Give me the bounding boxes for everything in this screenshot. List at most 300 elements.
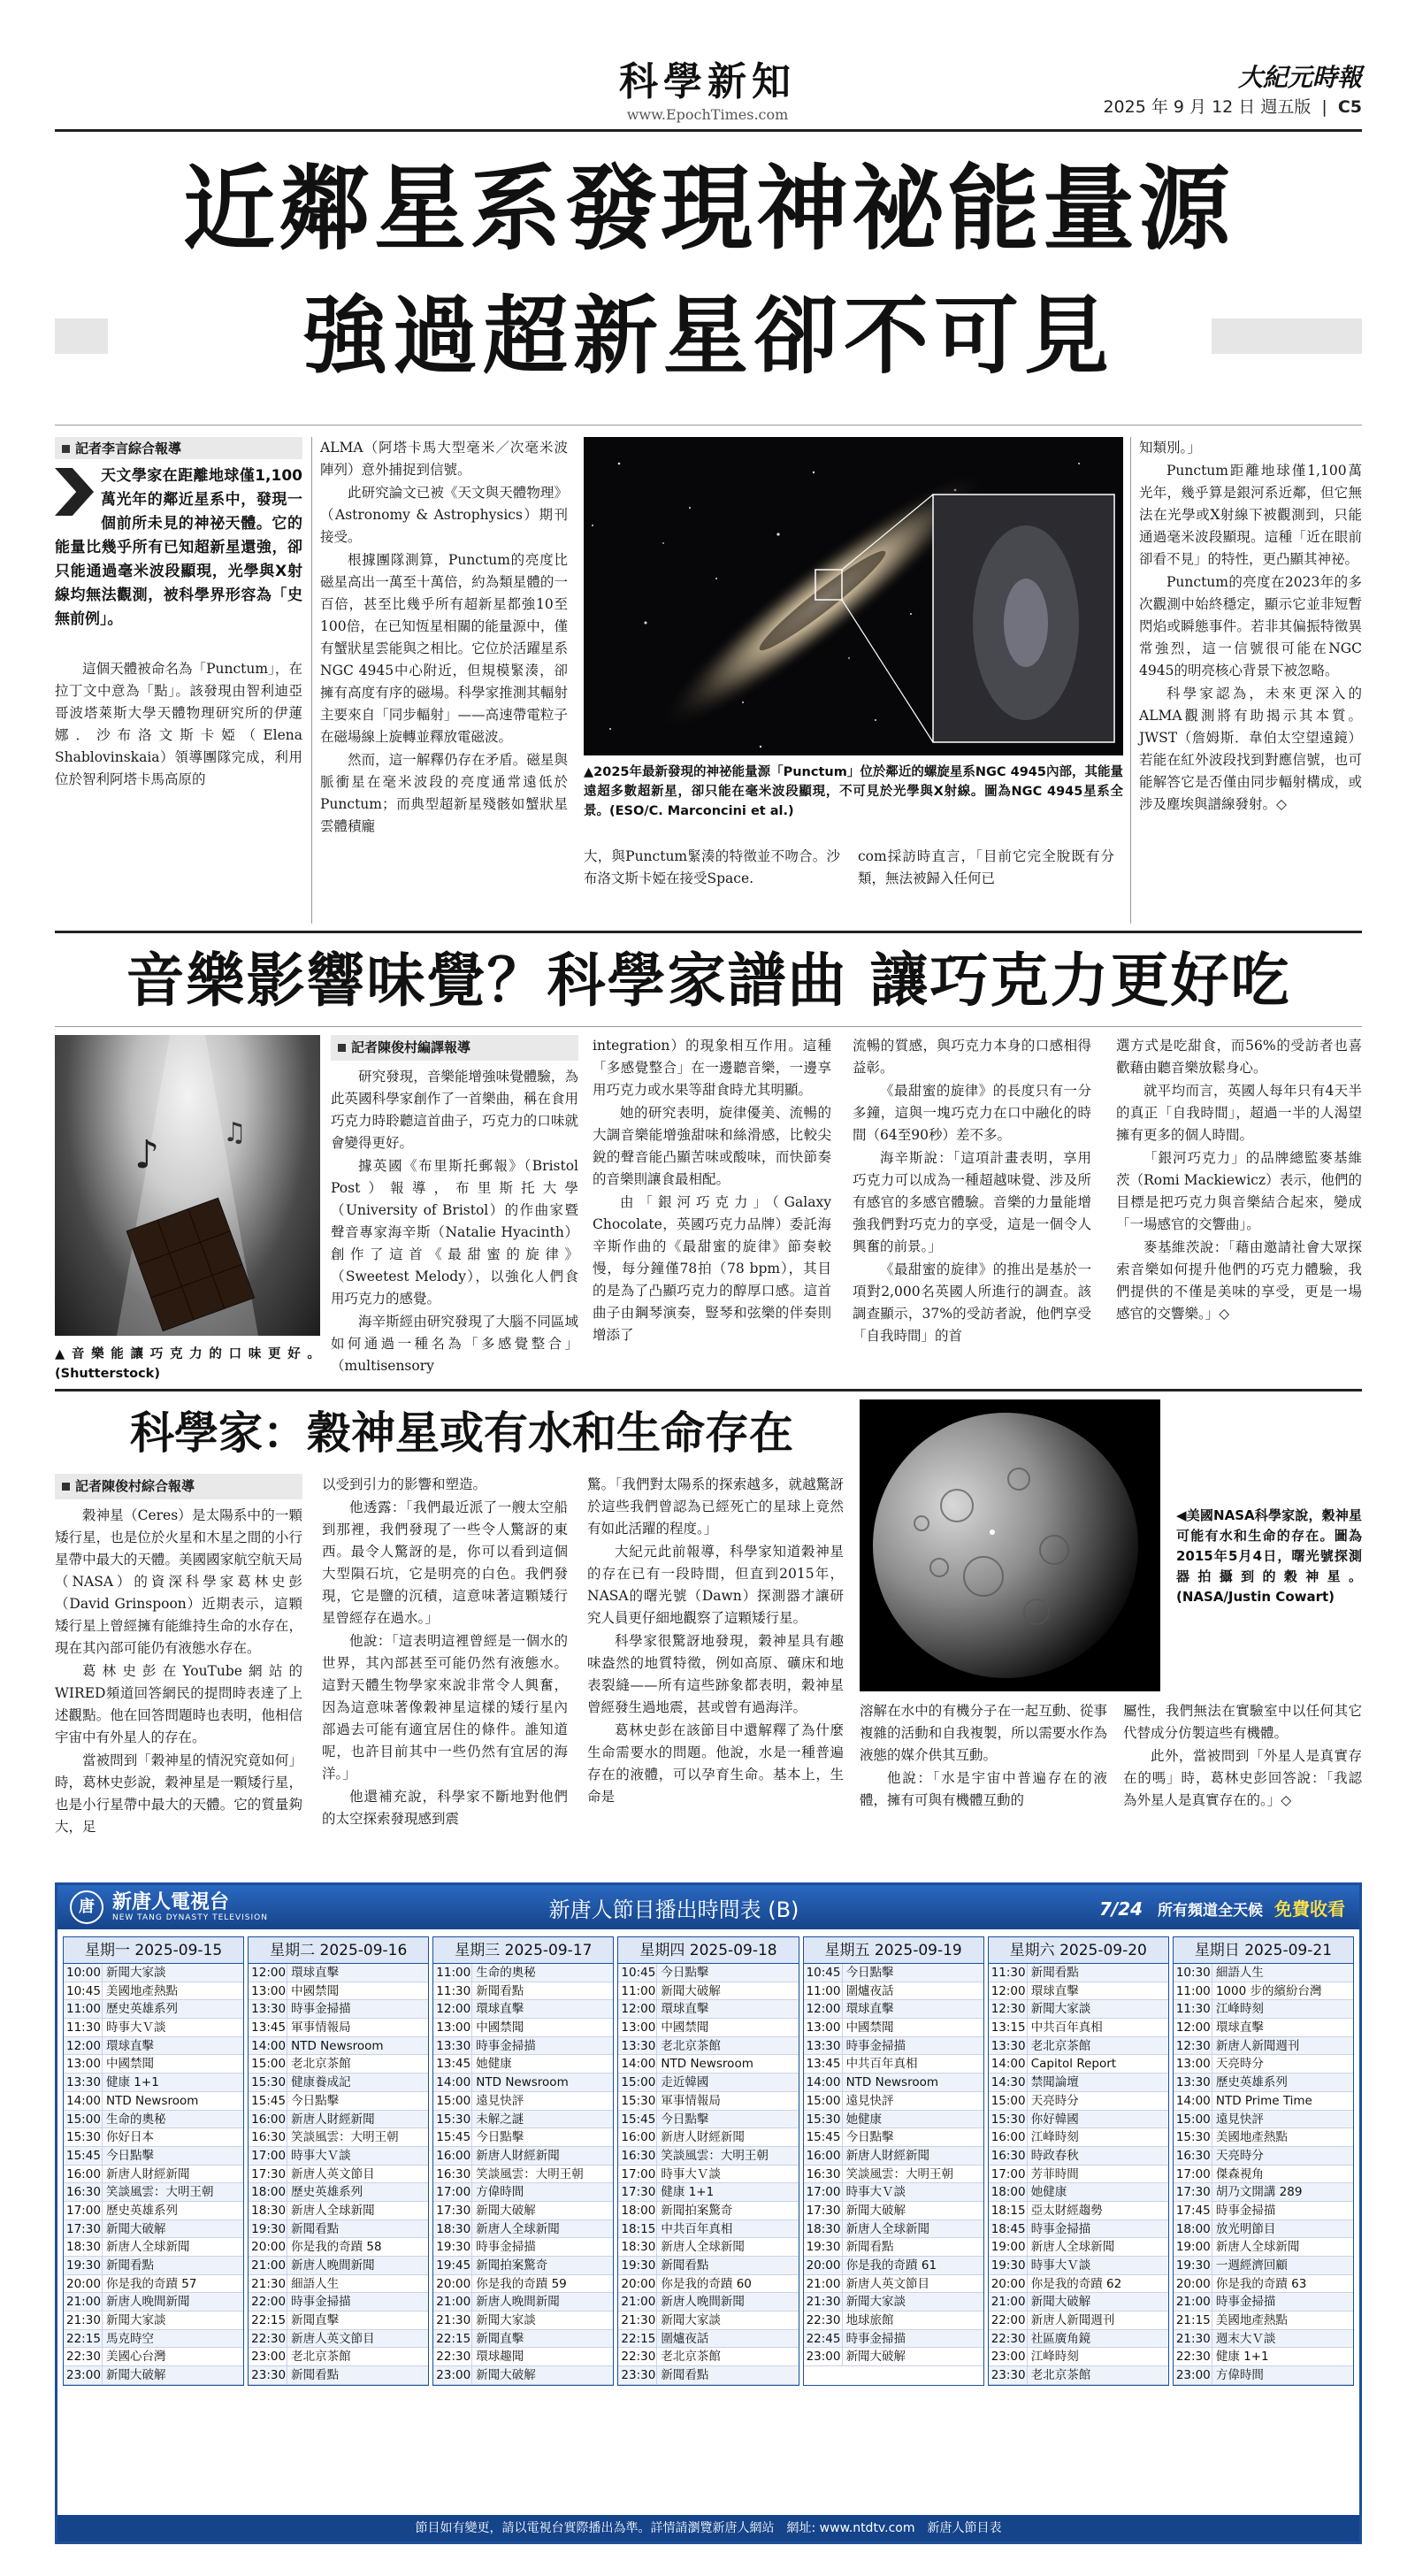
schedule-row [433,2238,613,2257]
program-time: 23:00 [249,2348,287,2365]
schedule-row [249,2348,428,2366]
music-note-icon: ♪ [134,1132,160,1177]
section-rule [55,931,1362,933]
schedule-row [804,1964,983,1982]
schedule-row [989,2366,1168,2385]
program-name: 新聞看點 [291,2368,340,2383]
program-time: 16:30 [804,2166,843,2183]
program-time: 23:00 [989,2348,1028,2365]
program-time: 14:00 [1174,2092,1212,2110]
galaxy-photo [584,437,1123,755]
program-name: 傑森視角 [1215,2166,1264,2181]
schedule-row [804,2275,983,2294]
program-name: 新唐人全球新聞 [1030,2240,1115,2255]
schedule-row [618,2275,798,2294]
program-name: 天亮時分 [1215,2148,1264,2163]
program-time: 14:00 [989,2055,1028,2073]
schedule-row [249,2220,428,2239]
paragraph: 海辛斯經由研究發現了大腦不同區域如何通過一種名為「多感覺整合」（multisensory [331,1314,578,1374]
day-rows [64,1964,243,2385]
article2-rule [55,1026,1362,1027]
program-name: 環球直擊 [661,2002,709,2017]
program-name: 你是我的奇蹟 62 [1030,2276,1122,2291]
program-time: 13:15 [989,2019,1028,2036]
program-time: 14:00 [618,2055,657,2073]
program-time: 20:00 [1174,2275,1212,2293]
program-name: 老北京茶館 [661,2038,721,2053]
program-time: 11:00 [64,2000,103,2018]
program-time: 12:30 [1174,2037,1212,2055]
program-name: 新聞看點 [661,2368,709,2383]
program-name: 新聞大家談 [845,2295,906,2310]
program-name: 新唐人財經新聞 [845,2148,930,2163]
schedule-row [433,2348,613,2366]
program-time: 23:30 [618,2366,657,2384]
schedule-row [64,1964,243,1982]
program-name: Capitol Report [1030,2057,1117,2072]
schedule-row [618,2183,798,2202]
program-name: 老北京茶館 [1030,2368,1091,2383]
program-name: 中國禁聞 [106,2057,154,2072]
schedule-row [989,2055,1168,2074]
program-name: 時事大Ｖ談 [845,2185,906,2200]
paragraph: 這個天體被命名為「Punctum」，在拉丁文中意為「點」。該發現由智利迪亞哥波塔萊斯大學天體物理研究所的伊蓮娜．沙布洛文斯卡婭（Elena Shablovinskaia）領導團隊完成，利用位於智利阿塔卡馬高原的 [55,661,302,787]
schedule-row [249,2092,428,2111]
program-name: 新唐人晚間新聞 [476,2295,560,2310]
schedule-row [64,2037,243,2056]
program-time: 18:15 [618,2220,657,2238]
tv-footer: 節目如有變更，請以電視台實際播出為準。詳情請瀏覽新唐人網站 網址: www.ntdtv.com 新唐人節目表 [57,2515,1359,2542]
program-name: 週末大Ｖ談 [1215,2331,1276,2346]
article1-col3 [584,846,840,891]
program-time: 21:00 [249,2257,287,2274]
program-name: 生命的奧秘 [106,2112,166,2127]
program-time: 16:30 [618,2147,657,2165]
schedule-row [1174,2055,1353,2074]
program-name: 你是我的奇蹟 58 [291,2240,382,2255]
program-name: 中共百年真相 [845,2057,918,2072]
schedule-row [989,1982,1168,2001]
program-time: 11:30 [433,1982,472,2000]
program-name: 時事金掃描 [1030,2221,1091,2236]
schedule-row [249,2183,428,2202]
date-line [1061,94,1362,118]
ceres-sphere [873,1413,1138,1678]
program-time: 17:00 [618,2166,657,2183]
schedule-row [618,2111,798,2129]
program-time: 21:30 [433,2312,472,2329]
program-time: 13:00 [64,2055,103,2073]
article2-col1 [331,1035,578,1378]
program-time: 17:30 [249,2166,287,2183]
program-time: 22:15 [249,2312,287,2329]
program-time: 12:00 [989,1982,1028,2000]
program-time: 22:30 [64,2348,103,2365]
schedule-row [1174,2366,1353,2385]
day-header: 星期二 2025-09-16 [249,1937,428,1964]
schedule-row [249,1964,428,1982]
logo-en: NEW TANG DYNASTY TELEVISION [112,1913,268,1922]
schedule-day [248,1936,429,2386]
program-time: 18:30 [249,2202,287,2220]
schedule-row [249,2330,428,2349]
schedule-row [433,1964,613,1982]
schedule-row [249,2111,428,2129]
program-name: 你是我的奇蹟 63 [1215,2276,1307,2291]
program-time: 12:30 [989,2000,1028,2018]
schedule-row [1174,2128,1353,2147]
program-name: 新聞大家談 [106,1966,166,1980]
paragraph: 以受到引力的影響和塑造。 [322,1476,487,1492]
article1-col4 [858,846,1114,891]
schedule-row [64,2257,243,2275]
program-time: 10:45 [804,1964,843,1982]
schedule-row [64,2147,243,2166]
square-icon [338,1044,346,1052]
schedule-row [618,2257,798,2275]
schedule-row [64,2275,243,2294]
program-name: 江峰時刻 [1030,2350,1079,2365]
program-name: 今日點擊 [845,1966,894,1980]
day-header: 星期六 2025-09-20 [989,1937,1168,1964]
paragraph: 穀神星（Ceres）是太陽系中的一顆矮行星，也是位於火星和木星之間的小行星帶中最大的天體。美國國家航空航天局（NASA）的資深科學家葛林史彭（David Grinspoon）近期表示，這顆矮行星上曾經擁有能維持生命的水存在，現在其內部可能仍有液態水存在。 [55,1507,302,1656]
program-name: 新唐人財經新聞 [476,2148,560,2163]
schedule-row [1174,1982,1353,2001]
page-number: C5 [1337,97,1362,117]
program-name: 新唐人新聞週刊 [1215,2038,1300,2053]
schedule-row [989,2128,1168,2147]
program-name: 新聞大家談 [106,2313,166,2328]
program-name: 社區廣角鏡 [1030,2331,1091,2346]
schedule-row [804,2147,983,2166]
schedule-row [1174,2147,1353,2166]
article1-headline: 近鄰星系發現神祕能量源 [182,154,1234,263]
galaxy-svg [584,437,1123,755]
paragraph: Punctum的亮度在2023年的多次觀測中始終穩定，顯示它並非短暫閃焰或瞬態事件。若非其偏振特徵異常強烈，這一信號很可能在NGC 4945的明亮核心背景下被忽略。 [1139,574,1362,678]
program-time: 22:30 [618,2348,657,2365]
program-time: 17:00 [433,2183,472,2201]
program-time: 15:00 [618,2074,657,2091]
schedule-row [433,2202,613,2220]
paragraph: 《最甜蜜的旋律》的推出是基於一項對2,000名英國人所進行的調查。該調查顯示，37%的受訪者說，他們享受「自我時間」的首 [853,1261,1091,1344]
schedule-row [618,2166,798,2184]
schedule-row [618,2055,798,2074]
square-icon [62,445,70,453]
program-name: NTD Prime Time [1215,2093,1312,2108]
schedule-row [1174,2257,1353,2275]
paragraph: 根據團隊測算，Punctum的亮度比磁星高出一萬至十萬倍，約為類星體的一百倍，甚至比幾乎所有超新星都強10至100倍，在已知恆星相關的能量源中，僅有蟹狀星雲能與之相比。它位於活躍星系NGC 4945中心附近，但規模緊湊，卻擁有高度有序的磁場。科學家推測其輻射主要來自「同步輻射」——高速帶電粒子在磁場線上旋轉並釋放電磁波。 [320,552,568,745]
paragraph: 大，與Punctum緊湊的特徵並不吻合。沙布洛文斯卡婭在接受Space. [584,848,840,886]
program-time: 15:00 [804,2092,843,2110]
program-time: 11:30 [64,2019,103,2036]
byline-text: 記者李言綜合報導 [75,441,182,456]
program-time: 23:00 [1174,2366,1212,2384]
program-name: 你是我的奇蹟 57 [106,2276,197,2291]
program-name: 她健康 [845,2112,883,2127]
program-time: 19:30 [249,2220,287,2238]
program-name: 老北京茶館 [291,2350,351,2365]
program-name: 時事金掃描 [1215,2203,1276,2218]
schedule-row [249,2019,428,2037]
paragraph: 當被問到「穀神星的情況究竟如何」時，葛林史彭說，穀神星是一顆矮行星，也是小行星帶中最大的天體。它的質量夠大，足 [55,1752,302,1835]
program-name: NTD Newsroom [476,2075,569,2090]
schedule-row [1174,2074,1353,2092]
program-name: 新聞拍案驚奇 [476,2258,548,2273]
program-time: 20:00 [433,2275,472,2293]
program-name: 細語人生 [291,2276,340,2291]
program-time: 21:30 [64,2312,103,2329]
program-name: 走近韓國 [661,2075,709,2090]
schedule-row [618,2128,798,2147]
section-rule [55,1389,1362,1392]
schedule-row [249,2000,428,2019]
program-name: 時事大Ｖ談 [661,2166,721,2181]
article2-col3 [853,1035,1091,1348]
day-header: 星期一 2025-09-15 [64,1937,243,1964]
schedule-row [804,2202,983,2220]
separator: | [1321,97,1327,117]
program-time: 18:15 [989,2202,1028,2220]
schedule-row [433,1982,613,2001]
program-time: 19:30 [804,2238,843,2256]
program-name: 老北京茶館 [1030,2038,1091,2053]
program-name: 胡乃文開講 289 [1215,2185,1303,2200]
program-time: 12:00 [618,2000,657,2018]
program-name: 新唐人全球新聞 [476,2221,560,2236]
program-name: 方偉時間 [476,2185,524,2200]
schedule-row [433,2257,613,2275]
day-rows [989,1964,1168,2385]
byline [55,437,302,459]
program-name: 歷史英雄系列 [291,2185,363,2200]
program-name: 新聞大破解 [476,2368,536,2383]
schedule-row [989,2147,1168,2166]
schedule-day [988,1936,1169,2386]
program-time: 13:00 [618,2019,657,2036]
schedule-row [64,2202,243,2220]
program-name: 環球直擊 [1030,1983,1079,1998]
schedule-row [618,2037,798,2056]
program-time: 22:00 [989,2312,1028,2329]
program-time: 15:45 [433,2128,472,2146]
program-name: 新唐人財經新聞 [106,2166,190,2181]
program-name: 芳菲時間 [1030,2166,1079,2181]
program-time: 22:30 [1174,2348,1212,2365]
program-time: 21:00 [804,2275,843,2293]
schedule-row [433,2183,613,2202]
schedule-row [433,2111,613,2129]
program-time: 16:30 [433,2166,472,2183]
program-time: 18:30 [618,2238,657,2256]
schedule-row [64,2000,243,2019]
note-date: 7/24 [1099,1898,1143,1920]
program-time: 22:30 [989,2330,1028,2348]
schedule-row [1174,2220,1353,2239]
chocolate-caption: ▲音樂能讓巧克力的口味更好。(Shutterstock) [55,1347,320,1381]
program-time: 15:30 [1174,2128,1212,2146]
program-name: 中國禁聞 [291,1983,340,1998]
program-time: 18:45 [989,2220,1028,2238]
square-icon [62,1483,70,1491]
site-url: www.EpochTimes.com [626,106,789,123]
program-time: 12:00 [1174,2019,1212,2036]
paragraph: 由「銀河巧克力」（Galaxy Chocolate，英國巧克力品牌）委託海辛斯作曲的《最甜蜜的旋律》節奏較慢，每分鐘僅78拍（78 bpm），其目的是為了凸顯巧克力的醇厚口感。這首曲子由鋼琴演奏，豎琴和弦樂的伴奏則增添了 [593,1194,831,1343]
paragraph: 選方式是吃甜食，而56%的受訪者也喜歡藉由聽音樂放鬆身心。 [1116,1038,1362,1076]
schedule-row [433,2147,613,2166]
article1-col1 [55,437,302,792]
schedule-row [249,1982,428,2001]
chocolate-photo [55,1035,320,1336]
schedule-row [804,2000,983,2019]
program-name: 方偉時間 [1215,2368,1264,2383]
program-name: 遠見快評 [1215,2112,1264,2127]
schedule-row [64,2111,243,2129]
program-name: 新聞大破解 [661,1983,721,1998]
program-name: 新聞看點 [291,2221,340,2236]
paragraph: com採訪時直言，「目前它完全脫既有分類，無法被歸入任何已 [858,848,1114,886]
program-time: 20:00 [64,2275,103,2293]
byline-text: 記者陳俊村編譯報導 [351,1039,471,1055]
schedule-row [64,2019,243,2037]
program-name: 新聞大破解 [106,2368,166,2383]
schedule-row [1174,1964,1353,1982]
paragraph: 驚。「我們對太陽系的探索越多，就越驚訝於這些我們曾認為已經死亡的星球上竟然有如此活躍的程度。」 [587,1476,844,1537]
program-name: 新唐人全球新聞 [845,2221,930,2236]
program-name: 新唐人新聞週刊 [1030,2313,1115,2328]
program-time: 12:00 [804,2000,843,2018]
column-divider [1130,437,1131,924]
schedule-row [618,2000,798,2019]
schedule-row [249,2238,428,2257]
chevron-right-icon [55,468,94,516]
program-name: 環球直擊 [1215,2020,1264,2036]
paragraph: 然而，這一解釋仍存在矛盾。磁星與脈衝星在毫米波段的亮度通常遠低於Punctum；而典型超新星殘骸如蟹狀星雲體積龐 [320,752,568,834]
program-time: 18:30 [433,2220,472,2238]
program-time: 23:00 [433,2366,472,2384]
schedule-row [804,1982,983,2001]
program-name: 今日點擊 [661,2112,709,2127]
program-name: 1000 步的繽紛台灣 [1215,1983,1322,1998]
ceres-svg [860,1399,1160,1691]
program-name: 時事金掃描 [476,2240,536,2255]
program-time: 13:00 [433,2019,472,2036]
program-time: 20:00 [989,2275,1028,2293]
schedule-row [618,2147,798,2166]
schedule-row [433,2220,613,2239]
paragraph: 就平均而言，英國人每年只有4天半的真正「自我時間」，超過一半的人渴望擁有更多的個人時間。 [1116,1083,1362,1143]
note-text: 所有頻道全天候 [1158,1901,1264,1920]
program-name: 時事金掃描 [845,2038,906,2053]
schedule-day [617,1936,799,2386]
article2-headline: 音樂影響味覺？科學家譜曲 讓巧克力更好吃 [126,947,1291,1015]
schedule-row [989,2202,1168,2220]
schedule-row [249,2128,428,2147]
program-time: 10:45 [64,1982,103,2000]
program-time: 17:00 [989,2166,1028,2183]
program-name: 時政春秋 [1030,2148,1079,2163]
program-time: 15:00 [1174,2111,1212,2128]
program-name: 笑談風雲：大明王朝 [476,2166,584,2181]
tv-title: 新唐人節目播出時間表 (B) [548,1897,799,1922]
paragraph: 海辛斯說：「這項計畫表明，享用巧克力可以成為一種超越味覺、涉及所有感官的多感官體驗。音樂的力量能增強我們對巧克力的享受，這是一個令人興奮的前景。」 [853,1150,1091,1254]
day-rows [804,1964,983,2366]
article3-col4 [860,1700,1107,1813]
program-name: 細語人生 [1215,1966,1264,1980]
program-name: 新唐人晚間新聞 [661,2295,745,2310]
program-time: 19:00 [1174,2238,1212,2256]
program-name: 未解之謎 [476,2112,524,2127]
schedule-row [64,2128,243,2147]
program-name: 新唐人晚間新聞 [291,2258,375,2273]
program-name: 放光明節目 [1215,2221,1276,2236]
program-name: NTD Newsroom [845,2075,938,2090]
program-time: 15:45 [618,2111,657,2128]
schedule-row [249,2312,428,2330]
schedule-row [433,2366,613,2385]
program-name: 你好韓國 [1030,2112,1079,2127]
schedule-row [433,2074,613,2092]
program-name: 天亮時分 [1030,2093,1079,2108]
program-name: 環球趣聞 [476,2350,524,2365]
program-time: 16:30 [989,2147,1028,2165]
program-name: 你是我的奇蹟 59 [476,2276,567,2291]
schedule-row [1174,2092,1353,2111]
schedule-row [989,2312,1168,2330]
schedule-row [989,2166,1168,2184]
program-time: 21:00 [618,2293,657,2311]
program-name: 新聞看點 [476,1983,524,1998]
schedule-day [63,1936,244,2386]
program-name: 圍爐夜話 [845,1983,894,1998]
schedule-row [433,2055,613,2074]
program-time: 13:30 [1174,2074,1212,2091]
schedule-row [64,2166,243,2184]
chocolate-svg [55,1035,320,1336]
byline [331,1035,578,1061]
program-time: 15:30 [64,2128,103,2146]
day-rows [1174,1964,1353,2385]
schedule-row [1174,2312,1353,2330]
program-name: 天亮時分 [1215,2057,1264,2072]
program-name: 江峰時刻 [1030,2130,1079,2145]
schedule-row [433,2128,613,2147]
schedule-row [804,2055,983,2074]
program-time: 19:30 [64,2257,103,2274]
program-time: 17:00 [1174,2166,1212,2183]
program-time: 14:00 [804,2074,843,2091]
program-name: 一週經濟回顧 [1215,2258,1288,2273]
program-time: 22:30 [433,2348,472,2365]
program-name: 新聞大家談 [1030,2002,1091,2017]
schedule-row [804,2092,983,2111]
paragraph: 大紀元此前報導，科學家知道穀神星的存在已有一段時間，但直到2015年，NASA的曙光號（Dawn）探測器才讓研究人員更仔細地觀察了這顆矮行星。 [587,1544,844,1626]
program-time: 22:45 [804,2330,843,2348]
program-time: 13:00 [804,2019,843,2036]
program-time: 13:30 [433,2037,472,2055]
column-divider [311,437,312,924]
schedule-row [433,2312,613,2330]
program-name: 新聞看點 [661,2258,709,2273]
schedule-row [804,2348,983,2366]
article1-col2 [320,437,568,839]
program-time: 19:00 [989,2238,1028,2256]
program-time: 18:00 [618,2202,657,2220]
program-name: 新唐人財經新聞 [661,2130,745,2145]
schedule-row [618,2348,798,2366]
program-name: 中共百年真相 [661,2221,733,2236]
schedule-row [249,2166,428,2184]
program-name: 今日點擊 [661,1966,709,1980]
